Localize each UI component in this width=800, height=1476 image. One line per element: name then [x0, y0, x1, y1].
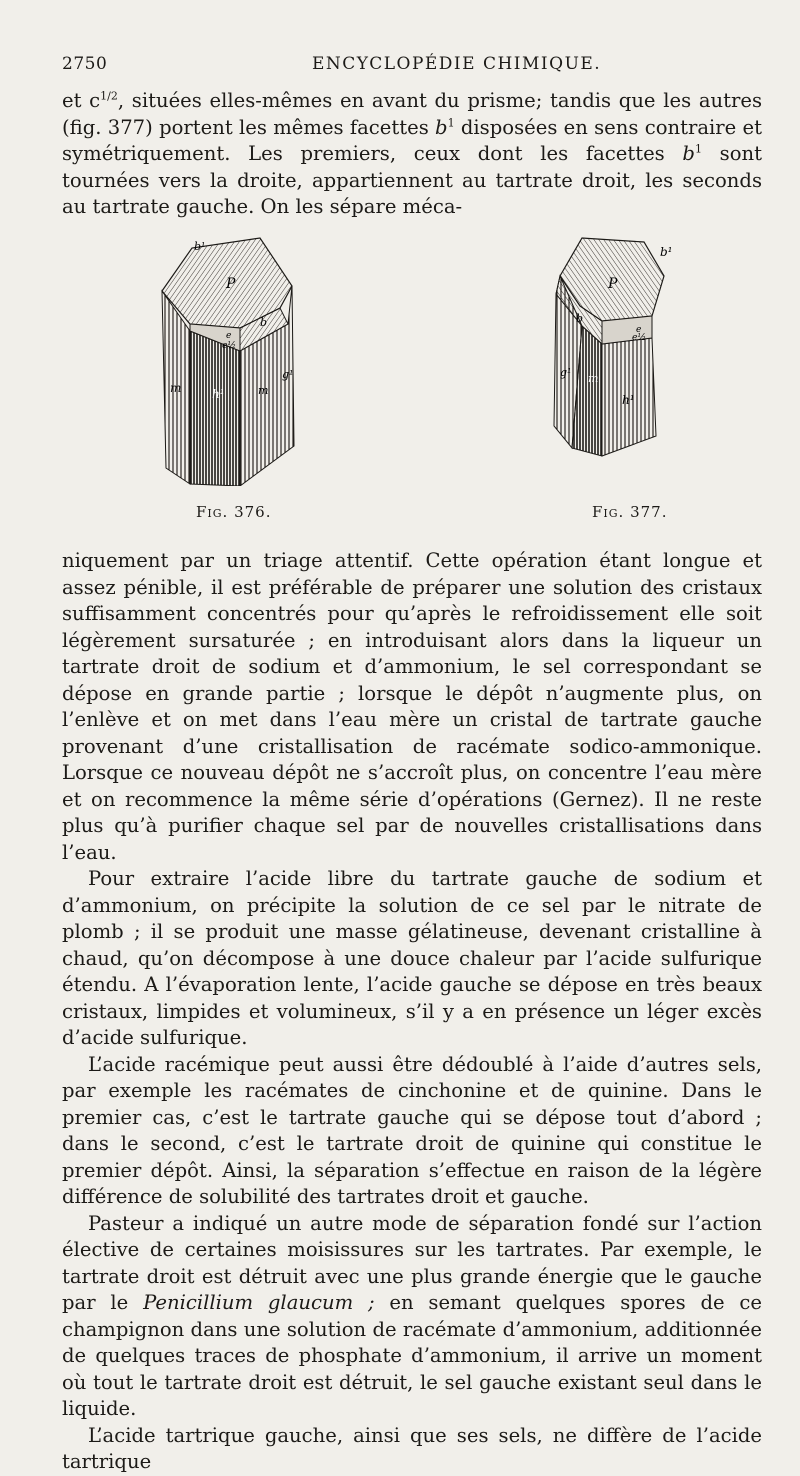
label-b1: b¹ — [660, 245, 672, 259]
label-p: P — [226, 276, 236, 292]
label-h1: h¹ — [622, 393, 635, 407]
label-b: b — [260, 316, 268, 329]
text-run: sont tournées vers la droite, appartiennent au tartrate droit, les seconds au tartrate gauche. On les sépare méca- — [62, 142, 762, 218]
facet-symbol: b — [682, 142, 695, 165]
label-e12: e½ — [222, 341, 237, 351]
figure-caption-377: Fig. 377. — [592, 503, 668, 521]
label-m-left: m — [170, 381, 182, 395]
face-h1 — [190, 331, 240, 486]
label-m: m — [588, 372, 599, 385]
text-block-top — [62, 88, 762, 221]
species-name: Penicillium glaucum ; — [143, 1291, 375, 1314]
paragraph-4 — [62, 1211, 762, 1423]
facet-symbol: b — [435, 115, 448, 139]
text-run: , situées elles-mêmes en avant du prisme; tandis que les autres (fig. 377) portent les mêmes facettes — [62, 89, 763, 139]
label-g1: g¹ — [560, 366, 572, 379]
paragraph-3: L’acide racémique peut aussi être dédoublé à l’aide d’autres sels, par exemple les racémates de cinchonine et de quinine. Dans le premier cas, c’est le tartrate gauche qui se dépose tout d’abord ; dans le second, c’est le tartrate droit de quinine qui constitue le premier dépôt. Ainsi, la séparation s’effectue en raison de la légère différence de solubilité des tartrates droit et gauche. — [62, 1052, 762, 1208]
page-number: 2750 — [62, 54, 108, 74]
paragraph-1: niquement par un triage attentif. Cette opération étant longue et assez pénible, il est préférable de préparer une solution des cristaux suffisamment concentrés pour qu’après le refroidissement elle soit légèrement sursaturée ; en introduisant alors dans la liqueur un tartrate droit de sodium et d’ammonium, le sel correspondant se dépose en grande partie ; lorsque le dépôt n’augmente plus, on l’enlève et on met dans l’eau mère un cristal de tartrate gauche provenant d’une cristallisation de racémate sodico-ammonique. Lorsque ce nouveau dépôt ne s’accroît plus, on concentre l’eau mère et on recommence la même série d’opérations (Gernez). Il ne reste plus qu’à purifier chaque sel par de nouvelles cristallisations dans l’eau. — [62, 549, 762, 864]
figure-caption-376: Fig. 376. — [196, 503, 272, 521]
text-run: en semant quelques spores de ce champignon dans une solution de racémate d’ammonium, additionnée de quelques traces de phosphate d’ammonium, il arrive un moment où tout le tartrate droit est détruit, le sel gauche existant seul dans le liquide. — [62, 1291, 762, 1420]
label-m-right: m — [258, 384, 269, 397]
label-e: e — [226, 331, 232, 341]
text-run: Pasteur a indiqué un autre mode de séparation fondé sur l’action élective de certaines moisissures sur les tartrates. Par exemple, le tartrate droit est détruit avec une plus grande énergie que le gauche par le — [62, 1211, 762, 1314]
label-h1: h¹ — [212, 387, 225, 401]
text-run: disposées en sens contraire et symétriquement. Les premiers, ceux dont les facettes — [62, 115, 762, 165]
superscript: 1 — [694, 142, 702, 156]
label-e12: e½ — [632, 333, 647, 343]
label-b: b — [576, 312, 584, 325]
crystal-figure-377 — [552, 236, 672, 461]
running-title: ENCYCLOPÉDIE CHIMIQUE. — [312, 54, 602, 74]
label-e: e — [636, 325, 642, 335]
label-p: P — [608, 276, 618, 292]
paragraph-2: Pour extraire l’acide libre du tartrate gauche de sodium et d’ammonium, on précipite la solution de ce sel par le nitrate de plomb ; il se produit une masse gélatineuse, devenant cristalline à chaud, qu’on décompose à une douce chaleur par l’acide sulfurique étendu. A l’évaporation lente, l’acide gauche se dépose en très beaux cristaux, limpides et volumineux, s’il y a en présence un léger excès d’acide sulfurique. — [62, 867, 762, 1049]
text-run: et c — [62, 89, 101, 112]
superscript: 1/2 — [100, 89, 118, 103]
label-g1: g¹ — [282, 368, 294, 381]
text-block-bottom — [62, 548, 762, 1476]
paragraph-5: L’acide tartrique gauche, ainsi que ses sels, ne diffère de l’acide tartrique — [62, 1423, 762, 1473]
superscript: 1 — [447, 115, 455, 129]
running-head — [62, 54, 762, 78]
crystal-figure-376 — [160, 236, 300, 486]
label-b1: b¹ — [194, 240, 206, 253]
paragraph-top — [62, 88, 762, 221]
